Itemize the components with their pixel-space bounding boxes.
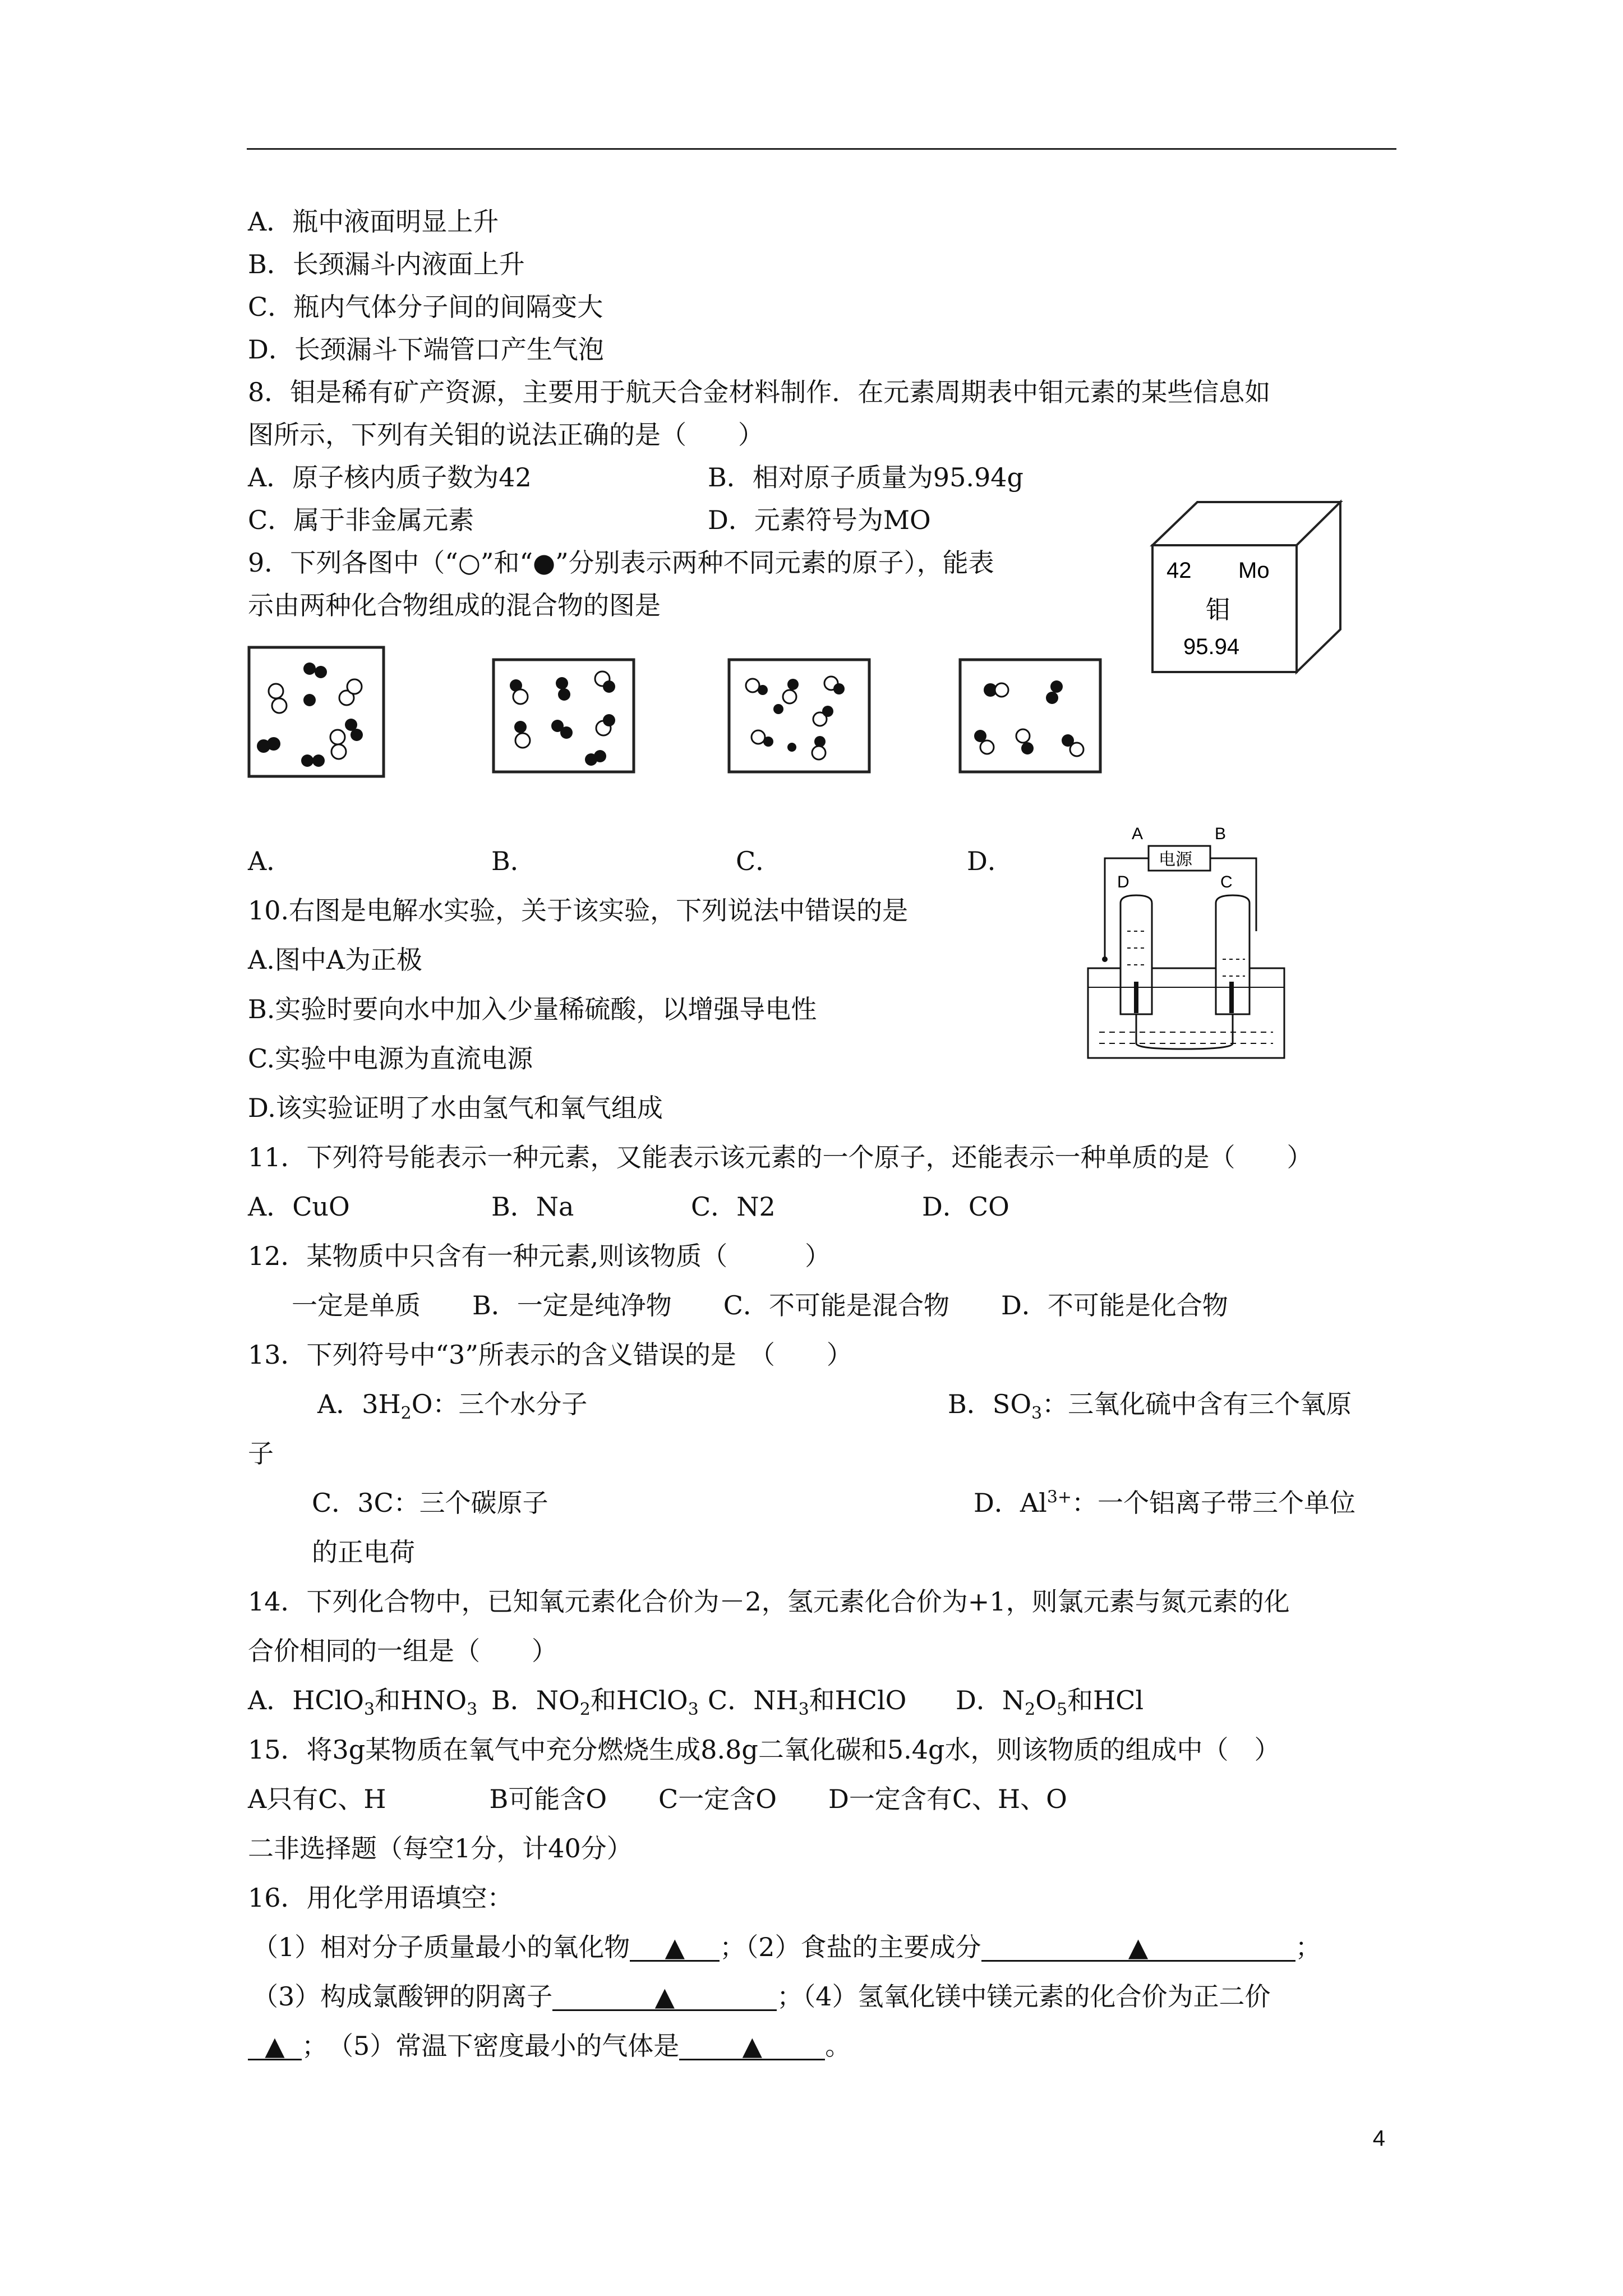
header-rule bbox=[247, 148, 1396, 150]
element-symbol: Mo bbox=[1238, 558, 1270, 583]
molecule-box-c bbox=[727, 657, 873, 775]
element-mass: 95.94 bbox=[1183, 634, 1240, 659]
q7-option-b: B．长颈漏斗内液面上升 bbox=[248, 249, 525, 279]
q16-line-3: ▲ ； （5）常温下密度最小的气体是 ▲ 。 bbox=[248, 2033, 851, 2060]
q13-option-a: A．$3H_2O$：三个水分子 bbox=[317, 1389, 588, 1424]
molecule-box-d bbox=[958, 657, 1104, 775]
q13-option-b-cont: 子 bbox=[248, 1438, 274, 1469]
q9-label-b: B． bbox=[491, 846, 536, 876]
answer-blank-1[interactable]: ▲ bbox=[630, 1934, 720, 1962]
q11-option-c: C．N2 bbox=[691, 1191, 776, 1222]
q7-option-c: C．瓶内气体分子间的间隔变大 bbox=[248, 292, 603, 322]
q8-option-a: A．原子核内质子数为42 bbox=[248, 462, 532, 493]
q11-stem: 11．下列符号能表示一种元素，又能表示该元素的一个原子，还能表示一种单质的是（ ） bbox=[248, 1142, 1313, 1172]
q11-option-a: A．CuO bbox=[248, 1191, 350, 1222]
terminal-b-label: B bbox=[1215, 825, 1227, 843]
q14-stem: 14．下列化合物中，已知氧元素化合价为－2，氢元素化合价为+1，则氯元素与氮元素的化 bbox=[248, 1586, 1290, 1617]
power-source-label: 电源 bbox=[1159, 850, 1192, 869]
q13-stem: 13．下列符号中“3”所表示的含义错误的是 （ ） bbox=[248, 1340, 852, 1370]
tube-d-label: D bbox=[1117, 873, 1129, 891]
q10-option-c: C.实验中电源为直流电源 bbox=[248, 1043, 533, 1074]
q9-label-c: C． bbox=[736, 846, 782, 876]
q10-stem: 10.右图是电解水实验，关于该实验，下列说法中错误的是 bbox=[248, 895, 909, 926]
q14-stem-cont: 合价相同的一组是（ ） bbox=[248, 1636, 557, 1666]
answer-blank-4[interactable]: ▲ bbox=[248, 2033, 302, 2060]
q13-option-c: C．3C：三个碳原子 bbox=[312, 1488, 548, 1518]
section-2-heading: 二非选择题（每空1分，计40分） bbox=[248, 1833, 633, 1864]
q9-label-d: D． bbox=[967, 846, 1013, 876]
answer-blank-2[interactable]: ▲ bbox=[981, 1934, 1295, 1962]
q10-option-d: D.该实验证明了水由氢气和氧气组成 bbox=[248, 1093, 663, 1123]
q13-option-b: B．$SO_3$：三氧化硫中含有三个氧原 bbox=[948, 1389, 1352, 1424]
q13-option-d: D．$Al^{3+}$：一个铝离子带三个单位 bbox=[974, 1487, 1356, 1518]
element-number: 42 bbox=[1166, 558, 1192, 583]
q10-option-b: B.实验时要向水中加入少量稀硫酸，以增强导电性 bbox=[248, 994, 817, 1024]
terminal-a-label: A bbox=[1132, 825, 1144, 843]
element-name: 钼 bbox=[1206, 596, 1230, 624]
q13-option-d-cont: 的正电荷 bbox=[312, 1537, 415, 1567]
q8-stem: 8．钼是稀有矿产资源，主要用于航天合金材料制作．在元素周期表中钼元素的某些信息如 bbox=[248, 377, 1271, 407]
q9-stem-cont: 示由两种化合物组成的混合物的图是 bbox=[248, 590, 661, 620]
molecule-box-a bbox=[247, 645, 387, 780]
molybdenum-element-box bbox=[1150, 499, 1352, 677]
q8-stem-cont: 图所示，下列有关钼的说法正确的是（ ） bbox=[248, 420, 764, 450]
q7-option-d: D．长颈漏斗下端管口产生气泡 bbox=[248, 334, 604, 365]
answer-blank-5[interactable]: ▲ bbox=[679, 2033, 825, 2060]
q11-option-d: D．CO bbox=[922, 1191, 1009, 1222]
q8-option-c: C．属于非金属元素 bbox=[248, 505, 474, 535]
q16-line-1: （1）相对分子质量最小的氧化物 ▲ ；（2）食盐的主要成分 ▲ ； bbox=[252, 1932, 1321, 1962]
q11-option-b: B．Na bbox=[491, 1191, 574, 1222]
molecule-box-b bbox=[491, 657, 637, 775]
q15-stem: 15．将3g某物质在氧气中充分燃烧生成8.8g二氧化碳和5.4g水，则该物质的组成中（ ） bbox=[248, 1734, 1280, 1765]
q8-option-d: D．元素符号为MO bbox=[708, 505, 931, 535]
q8-option-b: B．相对原子质量为95.94g bbox=[708, 462, 1023, 493]
tube-c-label: C bbox=[1220, 873, 1233, 891]
q9-stem: 9．下列各图中（“○”和“●”分别表示两种不同元素的原子），能表 bbox=[248, 547, 994, 578]
q12-stem: 12．某物质中只含有一种元素,则该物质（ ） bbox=[248, 1241, 831, 1271]
answer-blank-3[interactable]: ▲ bbox=[552, 1984, 777, 2011]
q15-options: A只有C、H B可能含O C一定含O D一定含有C、H、O bbox=[248, 1784, 1067, 1814]
q16-stem: 16．用化学用语填空： bbox=[248, 1883, 513, 1913]
q14-option-b: B．$NO_2$和HClO$_3$ bbox=[491, 1685, 699, 1720]
q14-option-a: A．HClO$_3$和$HNO_3$ bbox=[248, 1685, 478, 1720]
q16-line-2: （3）构成氯酸钾的阴离子 ▲ ；（4）氢氧化镁中镁元素的化合价为正二价 bbox=[252, 1981, 1271, 2012]
q7-option-a: A．瓶中液面明显上升 bbox=[248, 206, 499, 237]
page-number: 4 bbox=[1372, 2126, 1385, 2151]
q12-options: 一定是单质 B．一定是纯净物 C．不可能是混合物 D．不可能是化合物 bbox=[292, 1290, 1228, 1320]
q9-label-a: A． bbox=[248, 846, 293, 876]
q14-option-d: D．$N_2O_5$和HCl bbox=[956, 1685, 1144, 1720]
electrolysis-apparatus bbox=[1082, 819, 1295, 1066]
q10-option-a: A.图中A为正极 bbox=[248, 945, 423, 975]
q14-option-c: C．$NH_3$和HClO bbox=[708, 1685, 907, 1720]
